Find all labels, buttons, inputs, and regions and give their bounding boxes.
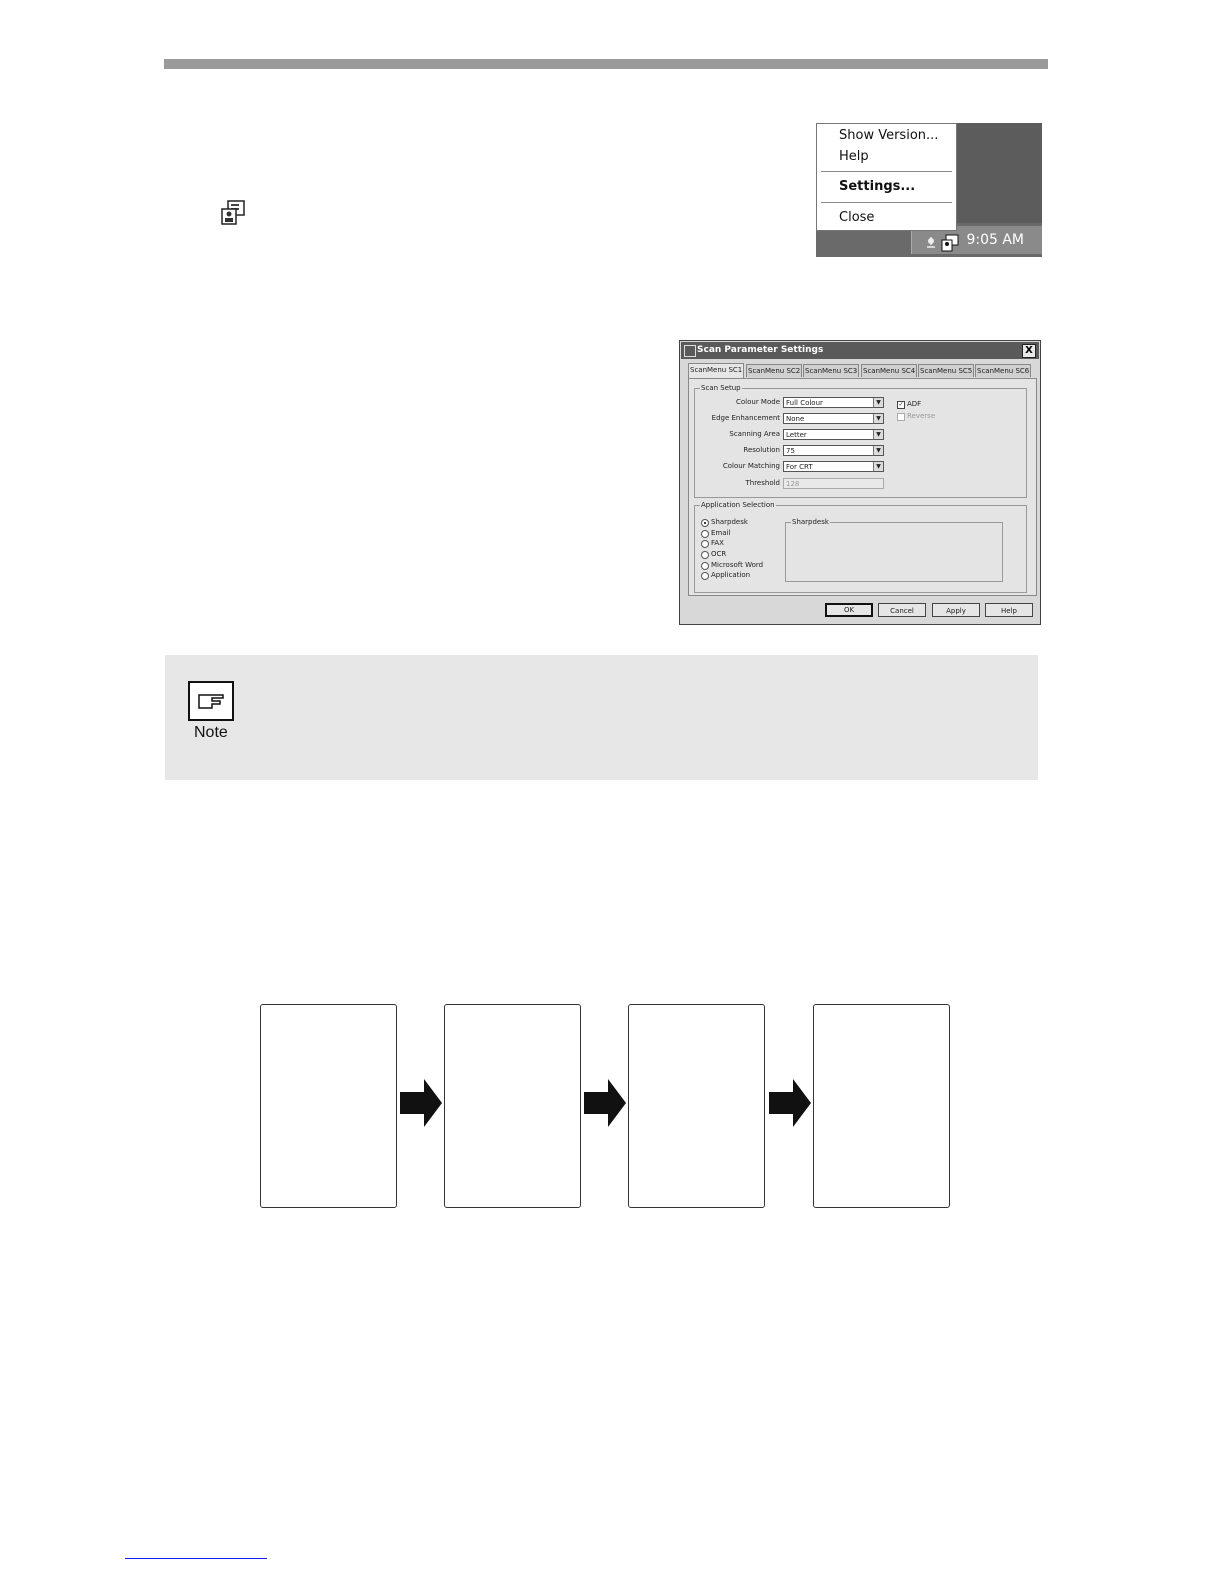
radio-label-email: Email	[711, 529, 731, 537]
reverse-label: Reverse	[907, 412, 936, 420]
footer-link-underline[interactable]	[125, 1558, 267, 1559]
flow-step-box	[813, 1004, 950, 1208]
colour-mode-select[interactable]	[783, 397, 884, 408]
chevron-down-icon[interactable]: ▼	[873, 430, 883, 439]
tab-scanmenu-sc5[interactable]: ScanMenu SC5	[918, 364, 974, 377]
radio-label-application: Application	[711, 571, 751, 579]
radio-microsoft-word[interactable]	[701, 562, 709, 570]
scanning-area-select[interactable]	[783, 429, 884, 440]
tray-context-menu-screenshot	[816, 123, 1042, 257]
resolution-label: Resolution	[743, 446, 780, 454]
note-label: Note	[194, 724, 228, 741]
chevron-down-icon[interactable]: ▼	[873, 446, 883, 455]
app-icon	[684, 345, 696, 357]
radio-ocr[interactable]	[701, 551, 709, 559]
chevron-down-icon[interactable]: ▼	[873, 462, 883, 471]
threshold-input[interactable]: 128	[783, 478, 884, 489]
colour-matching-select[interactable]	[783, 461, 884, 472]
right-arrow-icon	[400, 1079, 442, 1127]
radio-label-fax: FAX	[711, 539, 724, 547]
sharpdesk-preview-group	[785, 518, 1003, 582]
top-rule	[164, 59, 1048, 69]
colour-matching-label: Colour Matching	[722, 462, 780, 470]
radio-application[interactable]	[701, 572, 709, 580]
radio-label-microsoft-word: Microsoft Word	[711, 561, 764, 569]
tab-scanmenu-sc3[interactable]: ScanMenu SC3	[803, 364, 859, 377]
scan-setup-title: Scan Setup	[701, 384, 741, 392]
tab-strip	[688, 364, 1035, 378]
tab-scanmenu-sc4[interactable]: ScanMenu SC4	[861, 364, 917, 377]
tab-scanmenu-sc2[interactable]: ScanMenu SC2	[746, 364, 802, 377]
pointing-hand-icon	[190, 683, 232, 719]
menu-item-help[interactable]: Help	[839, 149, 869, 164]
flow-step-box	[628, 1004, 765, 1208]
scanner-tray-icon	[220, 200, 248, 226]
adf-label: ADF	[907, 400, 922, 408]
scanning-area-value: Letter	[786, 431, 807, 439]
menu-item-show-version[interactable]: Show Version...	[839, 128, 939, 143]
application-selection-title: Application Selection	[701, 501, 775, 509]
colour-mode-value: Full Colour	[786, 399, 823, 407]
dialog-title-bar	[681, 342, 1039, 359]
note-box	[165, 655, 1038, 780]
apply-button[interactable]: Apply	[932, 603, 980, 617]
chevron-down-icon[interactable]: ▼	[873, 398, 883, 407]
clock: 9:05 AM	[966, 232, 1024, 248]
colour-mode-label: Colour Mode	[735, 398, 780, 406]
tray-icons	[924, 233, 964, 253]
radio-label-sharpdesk: Sharpdesk	[711, 518, 748, 526]
edge-enhancement-label: Edge Enhancement	[711, 414, 780, 422]
reverse-checkbox[interactable]	[897, 413, 905, 421]
tab-scanmenu-sc1[interactable]: ScanMenu SC1	[688, 363, 744, 378]
resolution-select[interactable]	[783, 445, 884, 456]
menu-separator	[821, 171, 952, 172]
close-icon[interactable]: X	[1022, 344, 1036, 358]
cancel-button[interactable]: Cancel	[878, 603, 926, 617]
dialog-title: Scan Parameter Settings	[697, 345, 824, 355]
colour-matching-value: For CRT	[786, 463, 813, 471]
chevron-down-icon[interactable]: ▼	[873, 414, 883, 423]
resolution-value: 75	[786, 447, 795, 455]
flow-step-box	[444, 1004, 581, 1208]
ok-button[interactable]: OK	[825, 603, 873, 617]
radio-fax[interactable]	[701, 540, 709, 548]
help-button[interactable]: Help	[985, 603, 1033, 617]
tab-scanmenu-sc6[interactable]: ScanMenu SC6	[975, 364, 1031, 377]
sharpdesk-preview-title: Sharpdesk	[792, 518, 829, 526]
scan-parameter-settings-dialog	[679, 340, 1041, 625]
radio-email[interactable]	[701, 530, 709, 538]
application-selection-group	[694, 501, 1027, 593]
edge-enhancement-value: None	[786, 415, 805, 423]
flow-step-box	[260, 1004, 397, 1208]
right-arrow-icon	[584, 1079, 626, 1127]
threshold-label: Threshold	[745, 479, 780, 487]
tab-panel	[688, 378, 1037, 596]
note-icon	[188, 681, 234, 721]
right-arrow-icon	[769, 1079, 811, 1127]
radio-label-ocr: OCR	[711, 550, 727, 558]
radio-sharpdesk[interactable]	[701, 519, 709, 527]
menu-item-close[interactable]: Close	[839, 210, 875, 225]
scanning-area-label: Scanning Area	[729, 430, 780, 438]
adf-checkbox[interactable]: ✓	[898, 401, 904, 408]
menu-separator	[821, 202, 952, 203]
scan-setup-group	[694, 384, 1027, 498]
context-menu	[816, 123, 957, 231]
menu-item-settings[interactable]: Settings...	[839, 179, 916, 194]
edge-enhancement-select[interactable]	[783, 413, 884, 424]
